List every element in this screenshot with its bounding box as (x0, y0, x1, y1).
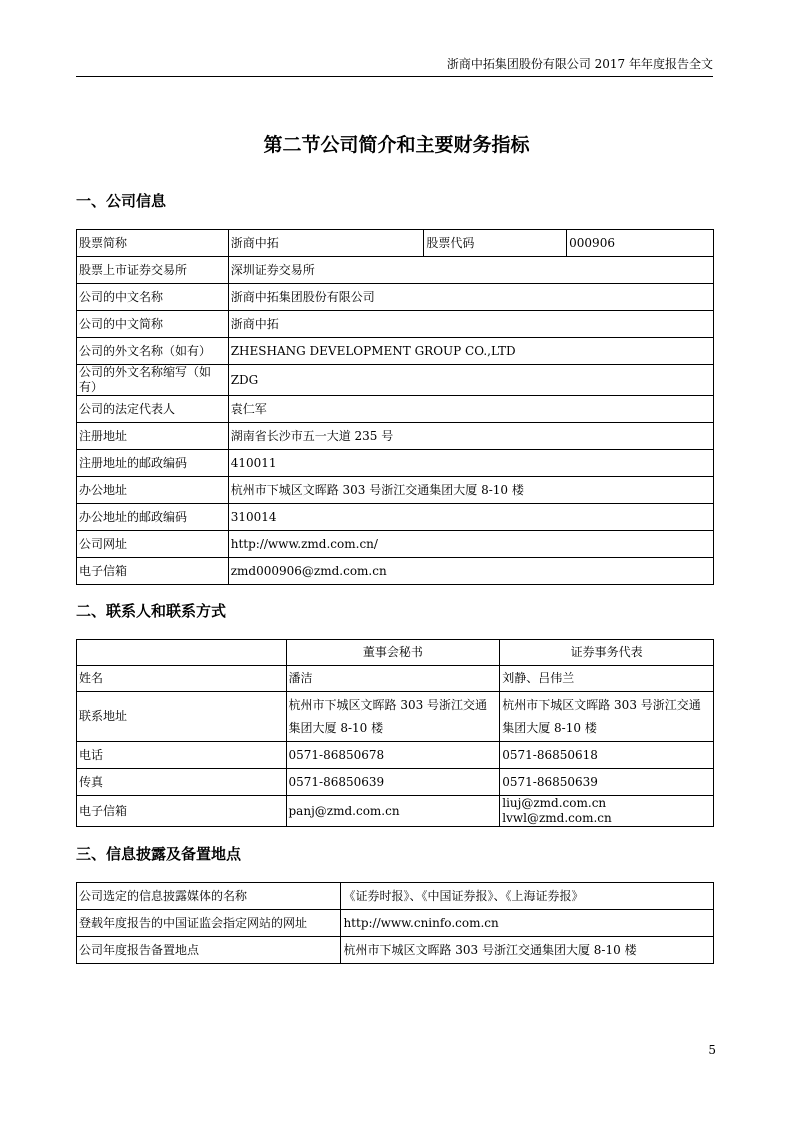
cell-label: 公司年度报告备置地点 (77, 937, 341, 964)
cell-value: 浙商中拓集团股份有限公司 (228, 284, 713, 311)
table-row (77, 423, 714, 450)
table-row (77, 284, 714, 311)
cell-label: 股票代码 (424, 230, 567, 257)
page-title: 第二节公司简介和主要财务指标 (263, 134, 530, 156)
cell-label: 办公地址 (77, 477, 229, 504)
table-row (77, 257, 714, 284)
cell-label: 姓名 (77, 666, 287, 692)
page-number: 5 (708, 1043, 716, 1057)
cell-label: 公司网址 (77, 531, 229, 558)
cell-value-emails (500, 796, 714, 827)
cell-label: 注册地址的邮政编码 (77, 450, 229, 477)
cell-label: 电子信箱 (77, 796, 287, 827)
table-row (77, 396, 714, 423)
cell-value: ZHESHANG DEVELOPMENT GROUP CO.,LTD (228, 338, 713, 365)
cell-label: 股票上市证券交易所 (77, 257, 229, 284)
company-info-table (76, 229, 714, 585)
cell-value: 000906 (567, 230, 714, 257)
cell-value: 袁仁军 (228, 396, 713, 423)
cell-value: 0571-86850639 (500, 769, 714, 796)
cell-label: 电话 (77, 742, 287, 769)
cell-value: 杭州市下城区文晖路 303 号浙江交通集团大厦 8-10 楼 (500, 692, 714, 742)
column-header-board-secretary: 董事会秘书 (286, 640, 500, 666)
disclosure-table (76, 882, 714, 964)
cell-value: ZDG (228, 365, 713, 396)
table-row (77, 910, 714, 937)
table-row (77, 365, 714, 396)
cell-value: 湖南省长沙市五一大道 235 号 (228, 423, 713, 450)
cell-label: 电子信箱 (77, 558, 229, 585)
cell-empty (77, 640, 287, 666)
cell-value: 《证券时报》、《中国证券报》、《上海证券报》 (341, 883, 714, 910)
cell-label: 传真 (77, 769, 287, 796)
table-row (77, 558, 714, 585)
table-row (77, 742, 714, 769)
table-row (77, 531, 714, 558)
section-heading-contacts: 二、联系人和联系方式 (76, 602, 227, 620)
table-row (77, 883, 714, 910)
cell-value: 0571-86850639 (286, 769, 500, 796)
cell-label: 公司的法定代表人 (77, 396, 229, 423)
cell-label: 公司的中文简称 (77, 311, 229, 338)
table-row (77, 477, 714, 504)
cell-value: 杭州市下城区文晖路 303 号浙江交通集团大厦 8-10 楼 (341, 937, 714, 964)
section-heading-disclosure: 三、信息披露及备置地点 (76, 845, 242, 863)
contacts-table (76, 639, 714, 827)
cell-value: 浙商中拓 (228, 230, 424, 257)
cell-value: panj@zmd.com.cn (286, 796, 500, 827)
cell-value: 杭州市下城区文晖路 303 号浙江交通集团大厦 8-10 楼 (228, 477, 713, 504)
table-row (77, 311, 714, 338)
cell-value: http://www.zmd.com.cn/ (228, 531, 713, 558)
cell-label: 公司选定的信息披露媒体的名称 (77, 883, 341, 910)
table-row (77, 937, 714, 964)
cell-value: 310014 (228, 504, 713, 531)
cell-label: 公司的中文名称 (77, 284, 229, 311)
cell-value: 深圳证券交易所 (228, 257, 713, 284)
cell-value: 潘洁 (286, 666, 500, 692)
cell-value: 0571-86850678 (286, 742, 500, 769)
table-row (77, 640, 714, 666)
cell-value: zmd000906@zmd.com.cn (228, 558, 713, 585)
column-header-securities-rep: 证券事务代表 (500, 640, 714, 666)
cell-label: 联系地址 (77, 692, 287, 742)
cell-label: 办公地址的邮政编码 (77, 504, 229, 531)
cell-value: http://www.cninfo.com.cn (341, 910, 714, 937)
table-row (77, 769, 714, 796)
cell-label: 公司的外文名称（如有） (77, 338, 229, 365)
cell-value: 浙商中拓 (228, 311, 713, 338)
section-heading-company-info: 一、公司信息 (76, 192, 167, 210)
cell-label: 公司的外文名称缩写（如有） (77, 365, 229, 396)
cell-value: 刘静、吕伟兰 (500, 666, 714, 692)
email-value: liuj@zmd.com.cn (502, 796, 607, 810)
email-value: lvwl@zmd.com.cn (502, 811, 612, 825)
cell-label: 注册地址 (77, 423, 229, 450)
table-row (77, 338, 714, 365)
table-row (77, 450, 714, 477)
cell-value: 410011 (228, 450, 713, 477)
cell-label: 股票简称 (77, 230, 229, 257)
table-row (77, 230, 714, 257)
page-header: 浙商中拓集团股份有限公司 2017 年年度报告全文 (76, 55, 713, 77)
cell-value: 杭州市下城区文晖路 303 号浙江交通集团大厦 8-10 楼 (286, 692, 500, 742)
table-row (77, 796, 714, 827)
table-row (77, 504, 714, 531)
table-row (77, 666, 714, 692)
cell-value: 0571-86850618 (500, 742, 714, 769)
table-row (77, 692, 714, 742)
cell-label: 登载年度报告的中国证监会指定网站的网址 (77, 910, 341, 937)
